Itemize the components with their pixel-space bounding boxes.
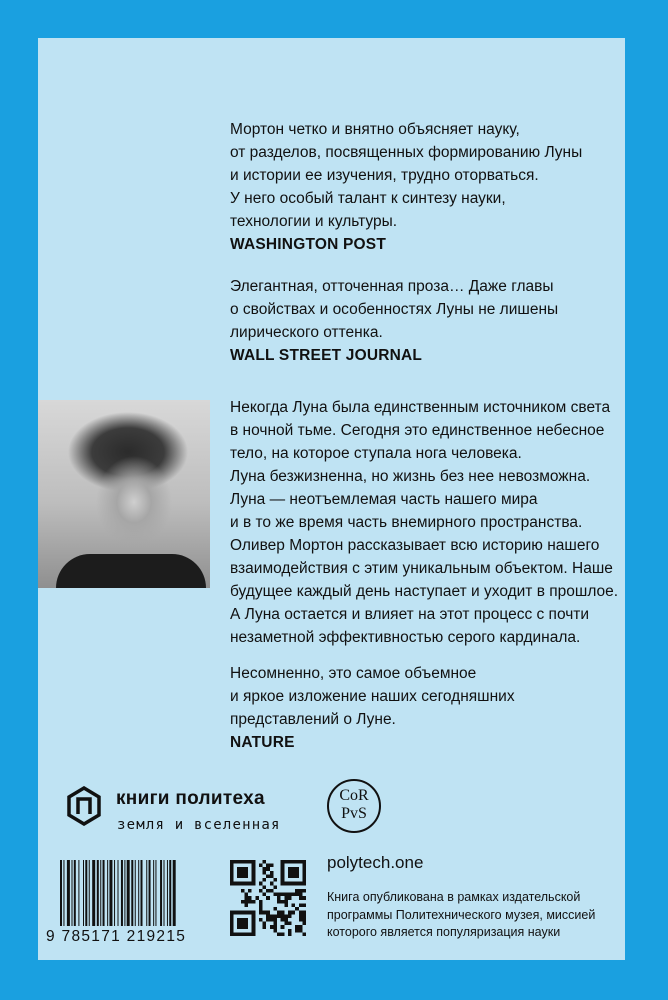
qr-module: [263, 878, 267, 882]
qr-code-icon: [230, 860, 306, 936]
qr-module: [270, 889, 274, 893]
qr-module: [288, 922, 292, 926]
barcode-bar: [100, 860, 101, 926]
description-line: Оливер Мортон рассказывает всю историю нашего: [230, 537, 600, 554]
review-wall-street-journal: [230, 275, 558, 367]
qr-module: [259, 889, 263, 893]
quote-line: технологии и культуры.: [230, 213, 398, 230]
corpus-logo-line: PvS: [341, 805, 367, 822]
quote-line: о свойствах и особенностях Луны не лишены: [230, 301, 559, 318]
barcode-bar: [107, 860, 108, 926]
qr-module: [281, 911, 285, 915]
qr-module: [302, 922, 306, 926]
qr-module: [230, 860, 234, 885]
barcode-bar: [135, 860, 136, 926]
barcode-bar: [97, 860, 99, 926]
qr-module: [292, 903, 296, 907]
qr-module: [270, 918, 274, 922]
barcode-bar: [153, 860, 154, 926]
qr-module: [273, 914, 277, 918]
note-line: которого является популяризация науки: [327, 925, 561, 939]
qr-module: [263, 925, 267, 929]
quote-line: представлений о Луне.: [230, 711, 396, 728]
barcode-bar: [118, 860, 119, 926]
quote-line: и истории ее изучения, трудно оторваться.: [230, 167, 539, 184]
barcode-bar: [160, 860, 162, 926]
description-line: незаметной эффективностью серого кардинала.: [230, 629, 581, 646]
qr-module: [284, 900, 288, 904]
qr-module: [259, 864, 263, 868]
publisher-name: книги политеха: [116, 788, 265, 809]
barcode-bar: [67, 860, 70, 926]
quote-source: NATURE: [230, 734, 295, 751]
qr-module: [270, 871, 274, 875]
qr-module: [292, 893, 296, 897]
qr-module: [295, 907, 299, 911]
qr-module: [281, 900, 285, 904]
website-url: polytech.one: [327, 853, 424, 872]
qr-module: [292, 911, 296, 915]
barcode-bar: [167, 860, 168, 926]
barcode-bar: [63, 860, 64, 926]
qr-module: [259, 903, 263, 907]
qr-module: [230, 932, 255, 936]
qr-module: [299, 893, 303, 897]
qr-module: [302, 896, 306, 900]
qr-module: [277, 914, 281, 918]
qr-module: [273, 893, 277, 897]
barcode-bar: [146, 860, 147, 926]
qr-module: [252, 911, 256, 936]
barcode-bar: [127, 860, 130, 926]
description-line: тело, на которое ступала нога человека.: [230, 445, 522, 462]
description-line: А Луна остается и влияет на этот процесс с почти: [230, 606, 590, 623]
qr-module: [299, 903, 303, 907]
qr-module: [288, 932, 292, 936]
qr-module: [270, 914, 274, 918]
barcode-bar: [138, 860, 139, 926]
qr-module: [259, 911, 263, 915]
barcode-bar: [85, 860, 87, 926]
qr-module: [252, 900, 256, 904]
qr-module: [302, 918, 306, 922]
barcode-bar: [92, 860, 95, 926]
qr-module: [299, 914, 303, 918]
qr-module: [270, 882, 274, 886]
review-washington-post: [230, 118, 582, 256]
review-nature: [230, 662, 515, 754]
quote-line: лирического оттенка.: [230, 324, 383, 341]
qr-module: [266, 867, 270, 871]
qr-module: [302, 911, 306, 915]
qr-module: [244, 903, 248, 907]
barcode-bar: [155, 860, 156, 926]
qr-module: [252, 860, 256, 885]
qr-module: [230, 911, 255, 915]
qr-module: [284, 893, 288, 897]
barcode-bar: [124, 860, 125, 926]
barcode-bar: [60, 860, 62, 926]
qr-module: [281, 882, 306, 886]
qr-module: [284, 903, 288, 907]
qr-module: [302, 889, 306, 893]
qr-module: [295, 889, 299, 893]
qr-module: [295, 929, 299, 933]
qr-module: [266, 911, 270, 915]
barcode-bar: [114, 860, 115, 926]
description-line: Некогда Луна была единственным источником света: [230, 399, 611, 416]
quote-source: WASHINGTON POST: [230, 236, 387, 253]
qr-module: [288, 929, 292, 933]
qr-module: [277, 896, 281, 900]
qr-module: [281, 925, 285, 929]
author-photo: [38, 400, 210, 588]
description-line: в ночной тьме. Сегодня это единственное небесное: [230, 422, 605, 439]
barcode-bar: [164, 860, 165, 926]
qr-module: [270, 874, 274, 878]
qr-module: [295, 925, 299, 929]
barcode-bar: [89, 860, 90, 926]
qr-module: [241, 900, 245, 904]
qr-module: [263, 885, 267, 889]
qr-module: [288, 893, 292, 897]
qr-module: [277, 932, 281, 936]
qr-module: [263, 922, 267, 926]
barcode-bar: [78, 860, 79, 926]
qr-module: [284, 922, 288, 926]
back-cover-panel: [38, 38, 625, 960]
qr-module: [273, 885, 277, 889]
quote-source: WALL STREET JOURNAL: [230, 347, 423, 364]
note-line: программы Политехнического музея, миссией: [327, 907, 596, 922]
quote-line: Элегантная, отточенная проза… Даже главы: [230, 278, 554, 295]
qr-module: [277, 900, 281, 904]
qr-module: [263, 867, 267, 871]
qr-module: [244, 900, 248, 904]
qr-module: [302, 903, 306, 907]
qr-module: [237, 918, 248, 929]
description-line: взаимодействия с этим уникальным объектом. Наше: [230, 560, 613, 577]
qr-module: [255, 896, 259, 900]
qr-module: [273, 907, 277, 911]
qr-module: [263, 893, 267, 897]
description-line: и в то же время часть внемирного пространства.: [230, 514, 583, 531]
qr-module: [288, 896, 292, 900]
barcode-bar: [74, 860, 76, 926]
qr-module: [266, 889, 270, 893]
barcode-bar: [149, 860, 151, 926]
qr-module: [295, 893, 299, 897]
qr-module: [284, 918, 288, 922]
description-line: будущее каждый день наступает и уходит в прошлое.: [230, 583, 619, 600]
polytech-hexagon-logo-icon: [66, 786, 102, 826]
qr-module: [266, 874, 270, 878]
quote-line: У него особый талант к синтезу науки,: [230, 190, 506, 207]
qr-module: [244, 896, 248, 900]
qr-module: [281, 860, 306, 864]
note-line: Книга опубликована в рамках издательской: [327, 890, 581, 904]
barcode-bar: [109, 860, 112, 926]
corpus-logo-line: CoR: [339, 787, 369, 804]
barcode-bar: [72, 860, 73, 926]
quote-line: Мортон четко и внятно объясняет науку,: [230, 121, 520, 138]
qr-module: [263, 860, 267, 864]
barcode-icon: [58, 860, 218, 930]
qr-module: [230, 911, 234, 936]
qr-module: [299, 889, 303, 893]
corpus-logo: [327, 779, 381, 833]
description-line: Луна — неотъемлемая часть нашего мира: [230, 491, 538, 508]
description-line: Луна безжизненна, но жизнь без нее невозможна.: [230, 468, 591, 485]
qr-module: [270, 925, 274, 929]
qr-module: [259, 918, 263, 922]
qr-module: [244, 893, 248, 897]
qr-module: [266, 918, 270, 922]
qr-module: [273, 929, 277, 933]
barcode-bar: [131, 860, 133, 926]
qr-module: [248, 889, 252, 893]
qr-module: [248, 900, 252, 904]
book-description: [230, 396, 618, 649]
qr-module: [263, 871, 267, 875]
quote-line: от разделов, посвященных формированию Луны: [230, 144, 583, 161]
qr-module: [299, 911, 303, 915]
qr-module: [299, 925, 303, 929]
qr-module: [273, 922, 277, 926]
qr-module: [270, 864, 274, 868]
qr-module: [288, 914, 292, 918]
qr-module: [237, 867, 248, 878]
qr-module: [266, 896, 270, 900]
qr-module: [230, 882, 255, 886]
qr-module: [302, 932, 306, 936]
qr-module: [281, 860, 285, 885]
qr-module: [299, 896, 303, 900]
qr-module: [277, 893, 281, 897]
isbn-number: 9 785171 219215: [46, 928, 187, 945]
qr-module: [281, 932, 285, 936]
qr-module: [277, 911, 281, 915]
qr-module: [281, 918, 285, 922]
qr-module: [273, 878, 277, 882]
qr-module: [299, 918, 303, 922]
qr-module: [284, 896, 288, 900]
quote-line: и яркое изложение наших сегодняшних: [230, 688, 515, 705]
publication-note: [327, 889, 595, 942]
quote-line: Несомненно, это самое объемное: [230, 665, 477, 682]
qr-module: [288, 911, 292, 915]
qr-module: [302, 914, 306, 918]
qr-module: [259, 907, 263, 911]
qr-module: [266, 864, 270, 868]
qr-module: [266, 914, 270, 918]
qr-module: [281, 914, 285, 918]
barcode-bar: [169, 860, 171, 926]
qr-module: [230, 860, 255, 864]
qr-module: [288, 867, 299, 878]
author-photo-shirt: [56, 554, 206, 588]
qr-module: [284, 914, 288, 918]
barcode-bar: [83, 860, 84, 926]
qr-module: [273, 918, 277, 922]
qr-module: [259, 882, 263, 886]
qr-module: [263, 911, 267, 915]
qr-module: [248, 896, 252, 900]
qr-module: [302, 860, 306, 885]
barcode-bar: [103, 860, 105, 926]
qr-module: [241, 889, 245, 893]
qr-module: [259, 900, 263, 904]
barcode-bar: [173, 860, 176, 926]
barcode-bar: [141, 860, 143, 926]
series-name: земля и вселенная: [117, 817, 281, 833]
barcode-bar: [121, 860, 123, 926]
qr-module: [273, 925, 277, 929]
qr-module: [281, 893, 285, 897]
qr-module: [299, 929, 303, 933]
